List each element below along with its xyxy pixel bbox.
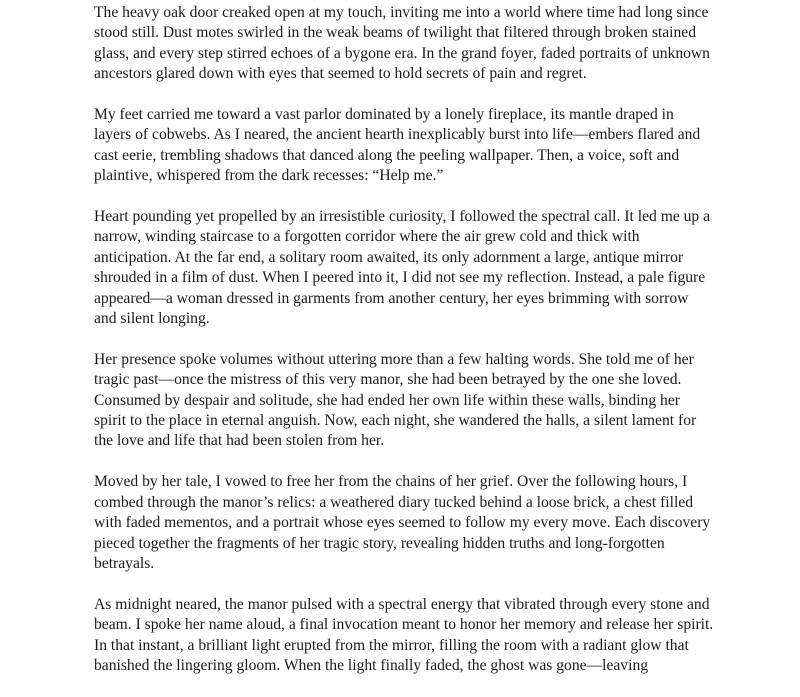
paragraph-1: The heavy oak door creaked open at my touch, inviting me into a world where time had long since stood still. Dust motes swirled in the weak beams of twilight that filtered through broken stained glass, and every step stirred echoes of a bygone era. In the grand foyer, faded portraits of unknown ancestors glared down with eyes that seemed to hold secrets of pain and regret. bbox=[94, 4, 710, 83]
paragraph-6: As midnight neared, the manor pulsed with a spectral energy that vibrated through every stone and beam. I spoke her name aloud, a final invocation meant to honor her memory and release her spirit. In that instant, a brilliant light erupted from the mirror, filling the room with a radiant glow that banished the lingering gloom. When the light finally faded, the ghost was gone—leaving bbox=[94, 595, 714, 674]
paragraph-4: Her presence spoke volumes without uttering more than a few halting words. She told me of her tragic past—once the mistress of this very manor, she had been betrayed by the one she loved. Consumed by despair and solitude, she had ended her own life within these walls, binding her spirit to the place in eternal anguish. Now, each night, she wandered the halls, a silent lament for the love and life that had been stolen from her. bbox=[94, 350, 697, 450]
paragraph-5: Moved by her tale, I vowed to free her from the chains of her grief. Over the following hours, I combed through the manor’s relics: a weathered diary tucked behind a loose brick, a chest filled with faded mementos, and a portrait whose eyes seemed to follow my every move. Each discovery pieced together the fragments of her tragic story, revealing hidden truths and long-forgotten betrayals. bbox=[94, 473, 711, 572]
story-text bbox=[94, 3, 714, 697]
paragraph-2: My feet carried me toward a vast parlor dominated by a lonely fireplace, its mantle draped in layers of cobwebs. As I neared, the ancient hearth inexplicably burst into life—embers flared and cast eerie, trembling shadows that danced along the peeling wallpaper. Then, a voice, soft and plaintive, whispered from the dark recesses: “Help me.” bbox=[94, 106, 701, 185]
paragraph-3: Heart pounding yet propelled by an irresistible curiosity, I followed the spectral call. It led me up a narrow, winding staircase to a forgotten corridor where the air grew cold and thick with anticipation. At the far end, a solitary room awaited, its only adornment a large, antique mirror shrouded in a film of dust. When I peered into it, I did not see my reflection. Instead, a pale figure appeared—a woman dressed in garments from another century, her eyes brimming with sorrow and silent longing. bbox=[94, 208, 711, 328]
